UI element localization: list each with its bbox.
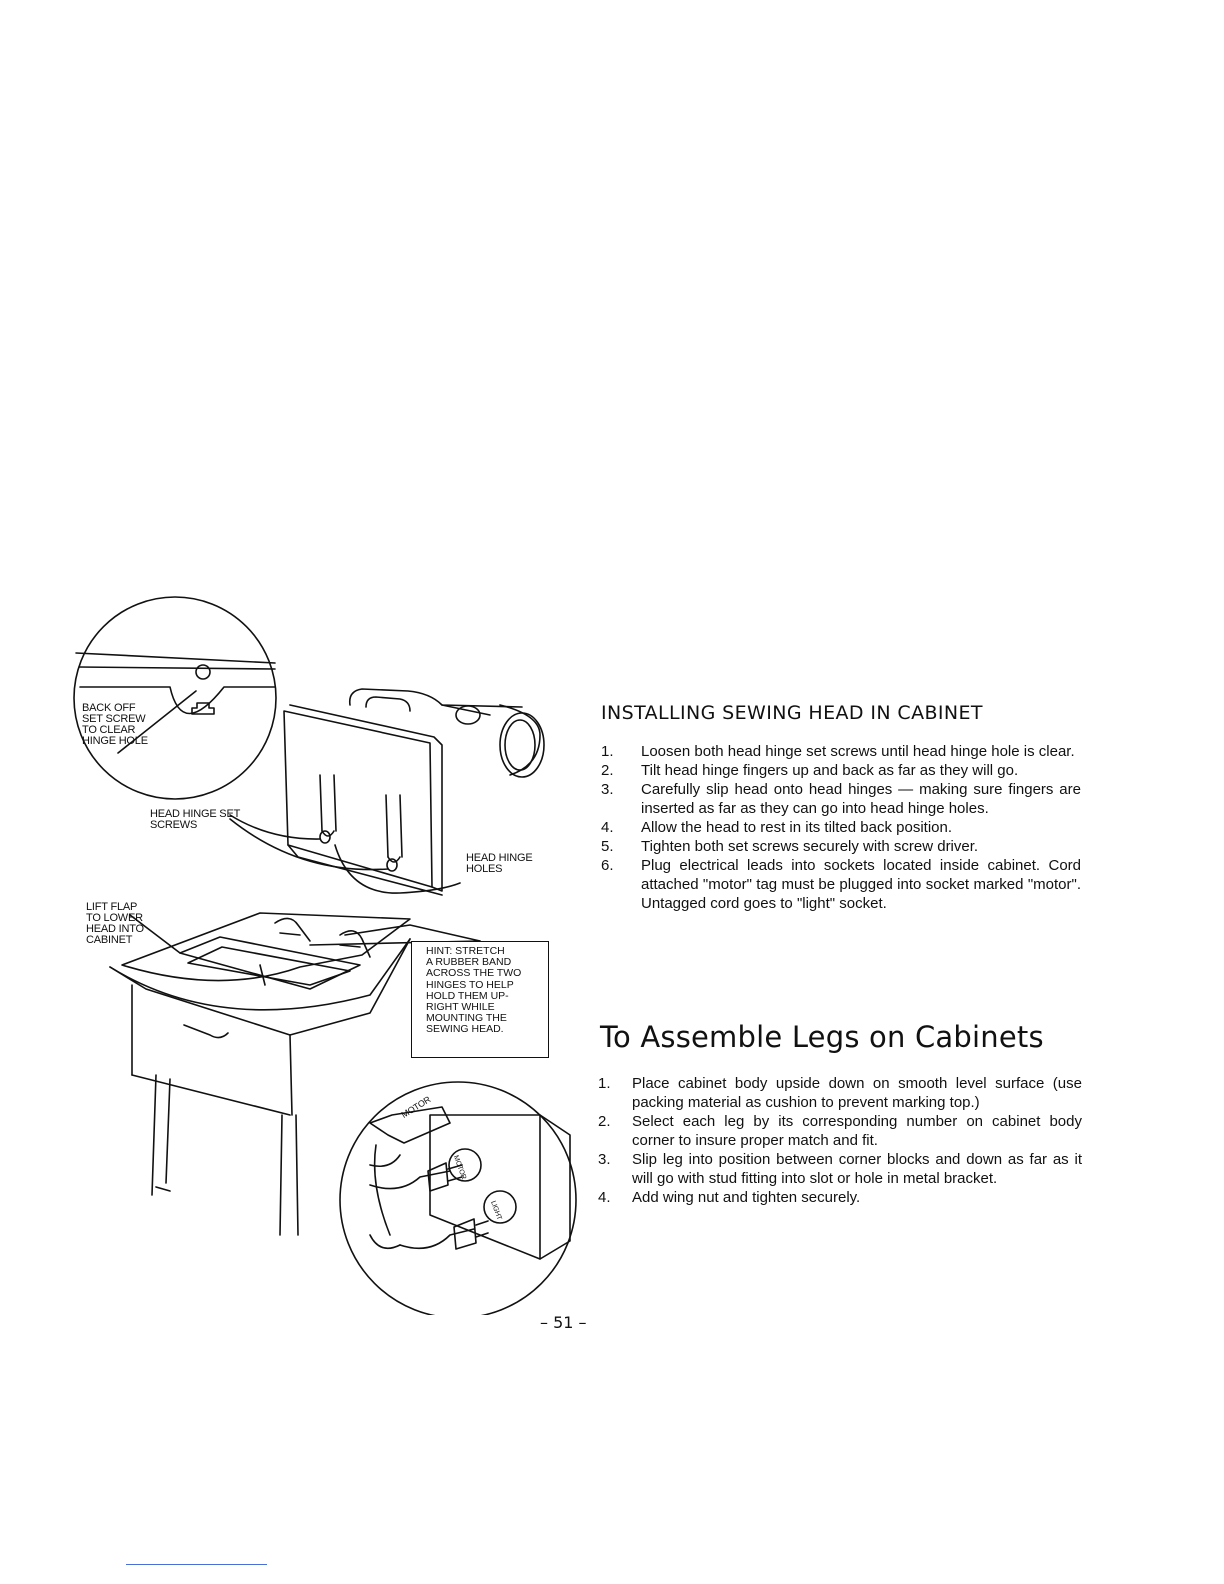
legs-steps <box>598 1074 1082 1207</box>
step-text: Plug electrical leads into sockets located inside cabinet. Cord attached "motor" tag must be plugged into socket marked "motor". Untagged cord goes to "light" socket. <box>641 857 1081 912</box>
step-item <box>598 1188 1082 1207</box>
light-socket-label: LIGHT <box>489 1200 503 1221</box>
step-item <box>601 742 1081 761</box>
step-number: 1. <box>601 743 614 760</box>
socket-detail-circle <box>340 1082 576 1315</box>
step-number: 4. <box>598 1189 611 1206</box>
step-number: 3. <box>598 1151 611 1168</box>
step-item <box>601 780 1081 818</box>
step-item <box>598 1074 1082 1112</box>
step-text: Select each leg by its corresponding number on cabinet body corner to insure proper match and fit. <box>632 1113 1082 1149</box>
step-text: Tighten both set screws securely with screw driver. <box>641 838 979 855</box>
step-text: Place cabinet body upside down on smooth level surface (use packing material as cushion to prevent marking top.) <box>632 1075 1082 1111</box>
legs-section <box>598 1074 1082 1207</box>
set-screw-detail-circle <box>74 597 276 799</box>
step-number: 2. <box>598 1113 611 1130</box>
step-text: Allow the head to rest in its tilted back position. <box>641 819 953 836</box>
motor-tag-label: MOTOR <box>399 1094 433 1120</box>
section-title-legs: To Assemble Legs on Cabinets <box>600 1020 1044 1054</box>
step-text: Tilt head hinge fingers up and back as far as they will go. <box>641 762 1019 779</box>
footer-rule <box>126 1564 267 1565</box>
step-text: Loosen both head hinge set screws until head hinge hole is clear. <box>641 743 1075 760</box>
installing-section <box>601 702 1081 913</box>
step-number: 6. <box>601 857 614 874</box>
step-number: 5. <box>601 838 614 855</box>
step-number: 4. <box>601 819 614 836</box>
step-text: Add wing nut and tighten securely. <box>632 1189 861 1206</box>
label-lift-flap: LIFT FLAP TO LOWER HEAD INTO CABINET <box>86 901 144 946</box>
step-item <box>601 761 1081 780</box>
label-head-hinge-holes: HEAD HINGE HOLES <box>466 852 533 875</box>
step-number: 3. <box>601 781 614 798</box>
hint-box: HINT: STRETCH A RUBBER BAND ACROSS THE TWO HINGES TO HELP HOLD THEM UP- RIGHT WHILE MOUNTING THE SEWING HEAD. <box>411 941 549 1058</box>
step-item <box>601 837 1081 856</box>
installing-steps <box>601 742 1081 913</box>
step-item <box>598 1112 1082 1150</box>
section-title-installing: INSTALLING SEWING HEAD IN CABINET <box>601 702 983 724</box>
step-number: 2. <box>601 762 614 779</box>
step-item <box>601 818 1081 837</box>
step-item <box>601 856 1081 913</box>
label-head-hinge-set-screws: HEAD HINGE SET SCREWS <box>150 808 241 831</box>
step-item <box>598 1150 1082 1188</box>
step-text: Carefully slip head onto head hinges — making sure fingers are inserted as far as they can go into head hinge holes. <box>641 781 1081 817</box>
step-text: Slip leg into position between corner blocks and down as far as it will go with stud fitting into slot or hole in metal bracket. <box>632 1151 1082 1187</box>
page-number: – 51 – <box>540 1313 587 1332</box>
label-back-off-set-screw: BACK OFF SET SCREW TO CLEAR HINGE HOLE <box>82 702 148 747</box>
motor-socket-label: MOTOR <box>451 1154 468 1181</box>
step-number: 1. <box>598 1075 611 1092</box>
